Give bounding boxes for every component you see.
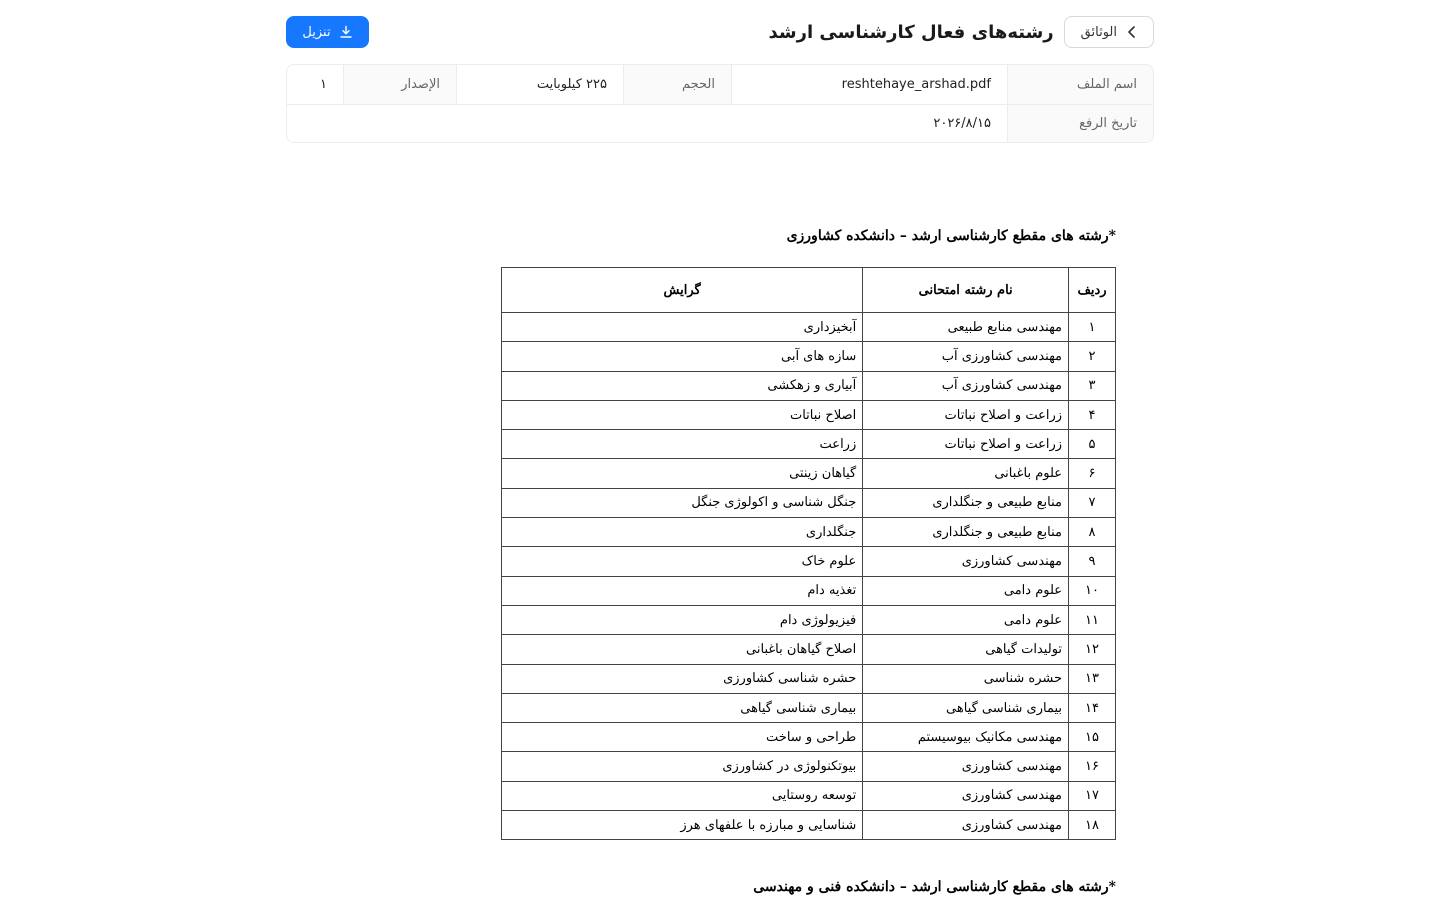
row-number-cell: ۳ — [1069, 371, 1116, 400]
branch-cell: علوم خاک — [502, 547, 863, 576]
table-row — [502, 664, 1116, 693]
branch-cell: توسعه روستایی — [502, 781, 863, 810]
major-name-cell: مهندسی منابع طبیعی — [863, 313, 1069, 342]
table-row — [502, 488, 1116, 517]
row-number-cell: ۶ — [1069, 459, 1116, 488]
row-number-cell: ۱۸ — [1069, 811, 1116, 840]
back-button-label: الوثائق — [1080, 24, 1117, 40]
major-name-cell: مهندسی مکانیک بیوسیستم — [863, 723, 1069, 752]
major-name-cell: علوم دامی — [863, 605, 1069, 634]
table-row — [502, 430, 1116, 459]
major-name-cell: مهندسی کشاورزی — [863, 547, 1069, 576]
major-name-cell: مهندسی کشاورزی — [863, 811, 1069, 840]
major-name-cell: مهندسی کشاورزی — [863, 781, 1069, 810]
size-value: ۲۲۵ کیلوبایت — [456, 65, 623, 104]
back-button[interactable] — [1064, 16, 1154, 48]
branch-cell: بیوتکنولوژی در کشاورزی — [502, 752, 863, 781]
file-info-row — [287, 104, 1153, 142]
version-value: ۱ — [320, 77, 327, 92]
row-number-cell: ۴ — [1069, 400, 1116, 429]
major-name-cell: منابع طبیعی و جنگلداری — [863, 488, 1069, 517]
row-number-cell: ۹ — [1069, 547, 1116, 576]
row-number-cell: ۵ — [1069, 430, 1116, 459]
file-info-table — [286, 64, 1154, 143]
branch-cell: آبیاری و زهکشی — [502, 371, 863, 400]
upload-date-value: ۲۰۲۶/۸/۱۵ — [933, 116, 991, 131]
major-name-cell: علوم دامی — [863, 576, 1069, 605]
branch-cell: فیزیولوژی دام — [502, 605, 863, 634]
table-row — [502, 371, 1116, 400]
table-row — [502, 576, 1116, 605]
row-number-cell: ۷ — [1069, 488, 1116, 517]
branch-cell: اصلاح گیاهان باغبانی — [502, 635, 863, 664]
major-name-cell: مهندسی کشاورزی — [863, 752, 1069, 781]
major-name-cell: علوم باغبانی — [863, 459, 1069, 488]
major-name-cell: مهندسی کشاورزی آب — [863, 371, 1069, 400]
branch-cell: زراعت — [502, 430, 863, 459]
row-number-cell: ۱۲ — [1069, 635, 1116, 664]
row-number-cell: ۱۱ — [1069, 605, 1116, 634]
row-number-cell: ۸ — [1069, 518, 1116, 547]
table-row — [502, 723, 1116, 752]
major-name-cell: حشره شناسی — [863, 664, 1069, 693]
row-number-cell: ۱۷ — [1069, 781, 1116, 810]
table-row — [502, 459, 1116, 488]
branch-cell: سازه های آبی — [502, 342, 863, 371]
upload-date-label: تاريخ الرفع — [1007, 105, 1153, 142]
file-name-label: اسم الملف — [1007, 65, 1153, 104]
size-label: الحجم — [623, 65, 731, 104]
row-number-cell: ۱ — [1069, 313, 1116, 342]
section-heading-engineering: *رشته های مقطع کارشناسی ارشد – دانشکده فنی و مهندسی — [753, 879, 1116, 895]
table-row — [502, 693, 1116, 722]
table-row — [502, 781, 1116, 810]
major-name-cell: منابع طبیعی و جنگلداری — [863, 518, 1069, 547]
major-name-cell: تولیدات گیاهی — [863, 635, 1069, 664]
section-heading-agriculture: *رشته های مقطع کارشناسی ارشد – دانشکده کشاورزی — [786, 228, 1116, 244]
download-button[interactable] — [286, 16, 369, 48]
branch-cell: تغذیه دام — [502, 576, 863, 605]
row-number-cell: ۱۴ — [1069, 693, 1116, 722]
majors-table — [501, 267, 1116, 840]
table-row — [502, 752, 1116, 781]
row-number-cell: ۲ — [1069, 342, 1116, 371]
table-row — [502, 811, 1116, 840]
row-number-cell: ۱۰ — [1069, 576, 1116, 605]
header-branch: گرایش — [502, 268, 863, 313]
major-name-cell: زراعت و اصلاح نباتات — [863, 430, 1069, 459]
table-header-row — [502, 268, 1116, 313]
row-number-cell: ۱۳ — [1069, 664, 1116, 693]
branch-cell: جنگلداری — [502, 518, 863, 547]
header-major-name: نام رشته امتحانی — [863, 268, 1069, 313]
branch-cell: جنگل شناسی و اکولوژی جنگل — [502, 488, 863, 517]
major-name-cell: مهندسی کشاورزی آب — [863, 342, 1069, 371]
branch-cell: شناسایی و مبارزه با علفهای هرز — [502, 811, 863, 840]
header-row-number: ردیف — [1069, 268, 1116, 313]
file-name-value: reshtehaye_arshad.pdf — [731, 65, 1007, 104]
table-row — [502, 605, 1116, 634]
page-title: رشته‌های فعال کارشناسی ارشد — [768, 21, 1054, 43]
viewer-header — [286, 16, 1154, 48]
row-number-cell: ۱۶ — [1069, 752, 1116, 781]
major-name-cell: بیماری شناسی گیاهی — [863, 693, 1069, 722]
branch-cell: بیماری شناسی گیاهی — [502, 693, 863, 722]
row-number-cell: ۱۵ — [1069, 723, 1116, 752]
branch-cell: اصلاح نباتات — [502, 400, 863, 429]
table-row — [502, 547, 1116, 576]
branch-cell: طراحی و ساخت — [502, 723, 863, 752]
version-label: الإصدار — [343, 65, 456, 104]
table-row — [502, 518, 1116, 547]
chevron-left-icon — [1125, 25, 1139, 39]
major-name-cell: زراعت و اصلاح نباتات — [863, 400, 1069, 429]
branch-cell: گیاهان زینتی — [502, 459, 863, 488]
table-row — [502, 313, 1116, 342]
branch-cell: حشره شناسی کشاورزی — [502, 664, 863, 693]
download-button-label: تنزيل — [302, 24, 331, 40]
file-info-row — [287, 65, 1153, 104]
branch-cell: آبخیزداری — [502, 313, 863, 342]
table-row — [502, 635, 1116, 664]
table-row — [502, 400, 1116, 429]
download-icon — [339, 25, 353, 39]
table-row — [502, 342, 1116, 371]
